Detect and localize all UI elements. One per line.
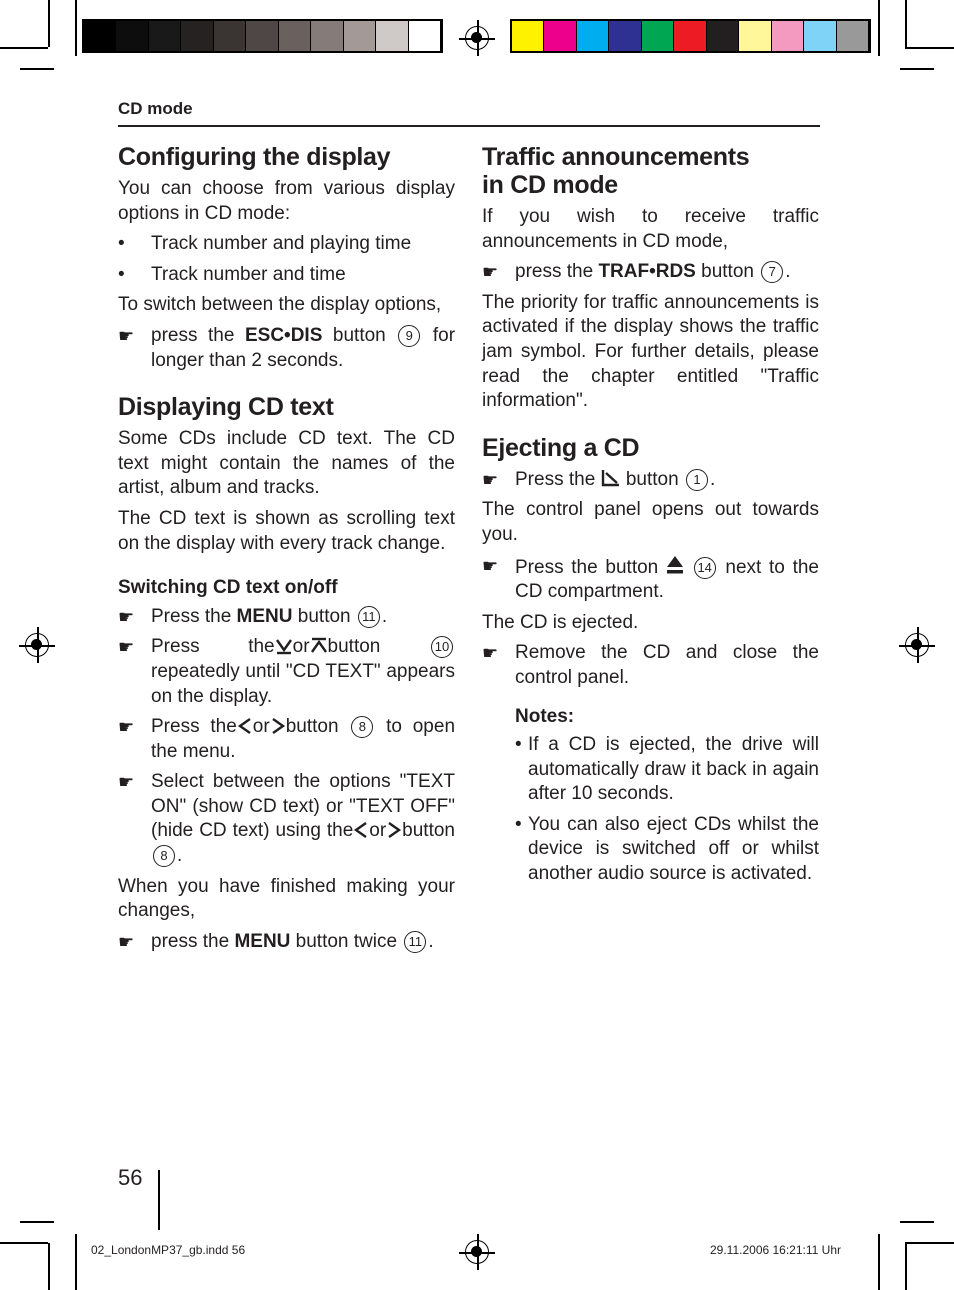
paragraph: The control panel opens out towards you.: [482, 499, 819, 545]
page-number: 56: [118, 1165, 143, 1190]
pointing-hand-icon: ☛: [482, 643, 499, 664]
color-swatch: [84, 21, 116, 51]
color-swatch: [577, 21, 609, 51]
list-item: • Track number and playing time: [118, 233, 412, 255]
button-number-badge: 1: [686, 469, 708, 491]
crop-mark: [900, 68, 934, 70]
color-swatch: [279, 21, 311, 51]
registration-mark-icon: [465, 1240, 489, 1264]
subheading-switching: Switching CD text on/off: [118, 577, 338, 599]
color-swatch: [544, 21, 576, 51]
instruction-step: ☛ Press the button 14 next to the CD compartment.: [482, 555, 819, 603]
instruction-step: ☛ Remove the CD and close the control panel.: [482, 642, 819, 688]
paragraph: The CD text is shown as scrolling text on the display with every track change.: [118, 507, 455, 554]
crop-mark: [905, 1242, 954, 1244]
paragraph: To switch between the display options,: [118, 294, 442, 316]
pointing-hand-icon: ☛: [482, 469, 499, 490]
crop-mark: [905, 47, 954, 49]
button-number-badge: 7: [761, 261, 783, 283]
crop-mark: [75, 1234, 77, 1290]
button-number-badge: 11: [358, 606, 380, 628]
color-swatch: [246, 21, 278, 51]
footer-timestamp: 29.11.2006 16:21:11 Uhr: [710, 1243, 841, 1257]
page-margin-line: [158, 1170, 160, 1230]
color-swatch: [409, 21, 441, 51]
button-number-badge: 8: [153, 845, 175, 867]
list-item: • Track number and time: [118, 263, 346, 285]
color-swatch: [376, 21, 408, 51]
heading-configuring-display: Configuring the display: [118, 143, 391, 171]
instruction-step: ☛ press the ESC•DIS button 9 for longer than 2 seconds.: [118, 324, 456, 371]
pointing-hand-icon: ☛: [118, 637, 135, 658]
paragraph: If you wish to receive traffic announcements in CD mode,: [482, 206, 819, 252]
arrow-up-icon: [310, 637, 328, 655]
arrow-right-icon: [270, 717, 286, 735]
instruction-step: ☛ Press the button 1 .: [482, 468, 819, 493]
color-swatch: [181, 21, 213, 51]
crop-mark: [20, 1221, 54, 1223]
instruction-step: ☛ Press the or button 8 to open the menu.: [118, 716, 456, 762]
button-number-badge: 14: [694, 557, 716, 579]
button-number-badge: 11: [404, 931, 426, 953]
crop-mark: [0, 47, 48, 49]
button-number-badge: 9: [398, 325, 420, 347]
instruction-step: ☛ Press the MENU button 11 .: [118, 605, 455, 630]
paragraph: The CD is ejected.: [482, 611, 639, 633]
footer-filename: 02_LondonMP37_gb.indd 56: [91, 1243, 246, 1257]
note-item: • If a CD is ejected, the drive will automatically draw it back in again after 10 seconds.: [515, 734, 819, 805]
arrow-right-icon: [386, 821, 402, 839]
button-number-badge: 10: [431, 636, 453, 658]
arrow-left-icon: [237, 717, 253, 735]
heading-ejecting-cd: Ejecting a CD: [482, 433, 640, 462]
arrow-down-icon: [275, 637, 293, 655]
crop-mark: [878, 1234, 880, 1290]
color-swatch: [707, 21, 739, 51]
color-swatch: [837, 21, 869, 51]
crop-mark: [75, 0, 77, 56]
crop-mark: [878, 0, 880, 56]
cmyk-color-bar: [510, 19, 871, 53]
pointing-hand-icon: ☛: [118, 931, 135, 952]
paragraph: The priority for traffic announcements is activated if the display shows the traffic jam symbol. For further details, please read the chapter entitled "Traffic information".: [482, 291, 819, 412]
instruction-step: ☛ press the MENU button twice 11 .: [118, 930, 455, 955]
color-swatch: [739, 21, 771, 51]
pointing-hand-icon: ☛: [482, 262, 499, 283]
button-number-badge: 8: [351, 716, 373, 738]
instruction-step: ☛ Press the or button 10 repeatedly until "CD TEXT" appears on the display.: [118, 636, 455, 707]
heading-traffic-announcements: Traffic announcements in CD mode: [482, 143, 750, 199]
left-column: [118, 143, 455, 960]
paragraph: You can choose from various display options in CD mode:: [118, 178, 455, 224]
header-rule: [118, 125, 820, 127]
instruction-step: ☛ Select between the options "TEXT ON" (show CD text) or "TEXT OFF" (hide CD text) using the or button 8 .: [118, 771, 455, 867]
color-swatch: [344, 21, 376, 51]
pointing-hand-icon: ☛: [118, 325, 135, 346]
crop-mark: [0, 1242, 48, 1244]
registration-mark-icon: [25, 633, 49, 657]
paragraph: Some CDs include CD text. The CD text might contain the names of the artist, album and tracks.: [118, 428, 455, 499]
crop-mark: [48, 1243, 50, 1290]
grayscale-color-bar: [82, 19, 443, 53]
section-header: CD mode: [118, 99, 193, 118]
crop-mark: [48, 0, 50, 47]
pointing-hand-icon: ☛: [482, 555, 499, 576]
heading-displaying-cd-text: Displaying CD text: [118, 393, 334, 422]
color-swatch: [214, 21, 246, 51]
color-swatch: [311, 21, 343, 51]
pointing-hand-icon: ☛: [118, 606, 135, 627]
note-item: • You can also eject CDs whilst the device is switched off or whilst another audio source is activated.: [515, 813, 819, 885]
color-swatch: [642, 21, 674, 51]
color-swatch: [804, 21, 836, 51]
pointing-hand-icon: ☛: [118, 772, 135, 793]
color-swatch: [512, 21, 544, 51]
color-swatch: [674, 21, 706, 51]
pointing-hand-icon: ☛: [118, 717, 135, 738]
color-swatch: [772, 21, 804, 51]
color-swatch: [609, 21, 641, 51]
crop-mark: [905, 1243, 907, 1290]
instruction-step: ☛ press the TRAF•RDS button 7 .: [482, 260, 819, 285]
crop-mark: [20, 68, 54, 70]
crop-mark: [900, 1221, 934, 1223]
registration-mark-icon: [465, 26, 489, 50]
right-column: [482, 143, 819, 893]
color-swatch: [116, 21, 148, 51]
paragraph: When you have finished making your changes,: [118, 875, 455, 922]
eject-icon: [666, 554, 684, 576]
open-panel-icon: [601, 468, 621, 488]
registration-mark-icon: [905, 633, 929, 657]
color-swatch: [149, 21, 181, 51]
arrow-left-icon: [353, 821, 369, 839]
notes-title: Notes:: [515, 705, 575, 727]
crop-mark: [905, 0, 907, 47]
